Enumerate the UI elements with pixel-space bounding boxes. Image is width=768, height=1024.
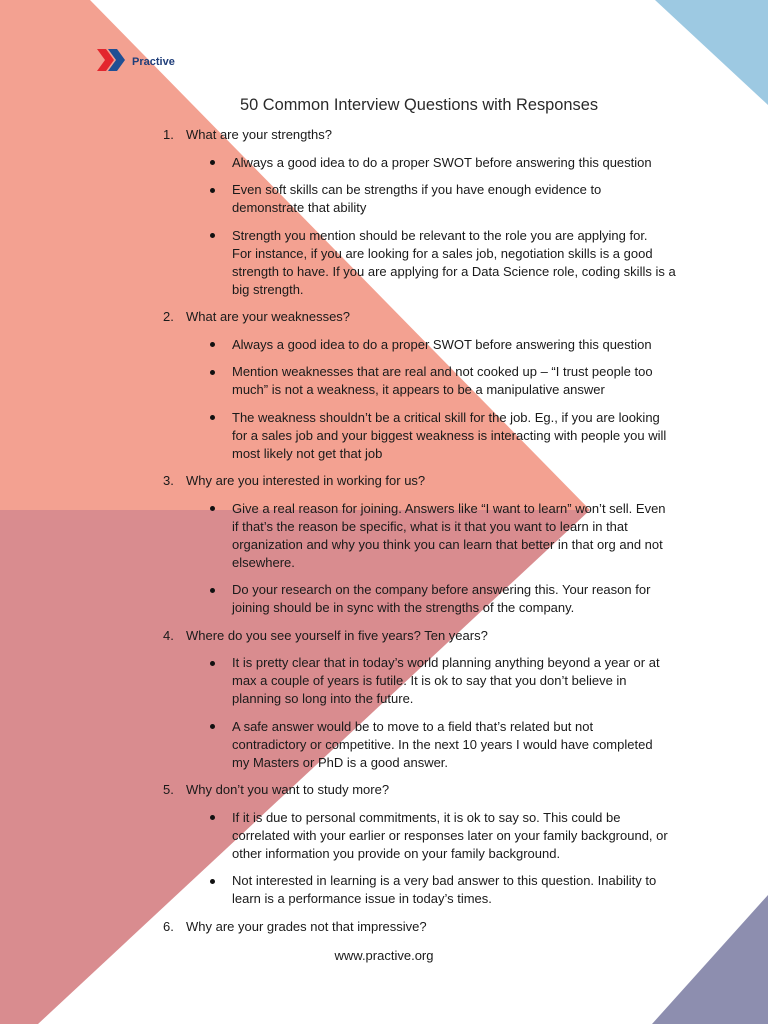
- bullet-marker: [210, 661, 215, 666]
- bullet-marker: [210, 815, 215, 820]
- answer-bullet: [0, 154, 768, 172]
- bullet-marker: [210, 879, 215, 884]
- question-2: [0, 308, 768, 326]
- bullet-text: A safe answer would be to move to a field that’s related but not contradictory or competitive. In the next 10 years I would have completed my Masters or PhD is a good answer.: [232, 718, 653, 770]
- bullet-marker: [210, 342, 215, 347]
- bullet-text: Always a good idea to do a proper SWOT before answering this question: [232, 336, 652, 352]
- question-text: Why are your grades not that impressive?: [186, 918, 427, 934]
- question-list: [0, 126, 768, 945]
- bullet-text: Do your research on the company before answering this. Your reason for joining should be in sync with the strengths of the company.: [232, 582, 651, 615]
- bullet-marker: [210, 506, 215, 511]
- bullet-text: Even soft skills can be strengths if you have enough evidence to demonstrate that ability: [232, 182, 602, 215]
- logo-wordmark: Practive: [132, 56, 175, 68]
- bullet-text: The weakness shouldn’t be a critical skill for the job. Eg., if you are looking for a sales job and your biggest weakness is interacting with people you will most likely not get that job: [232, 409, 667, 461]
- bullet-marker: [210, 415, 215, 420]
- question-text: Why don’t you want to study more?: [186, 782, 390, 797]
- answer-bullet: [0, 809, 768, 863]
- question-1: [0, 126, 768, 144]
- document-title: 50 Common Interview Questions with Responses: [240, 96, 599, 114]
- answer-bullet: [0, 718, 768, 772]
- answer-bullet: [0, 872, 768, 908]
- question-text: Why are you interested in working for us?: [186, 473, 426, 488]
- bullet-text: Always a good idea to do a proper SWOT before answering this question: [232, 154, 652, 170]
- practive-double-chevron-icon: [97, 47, 127, 73]
- bullet-text: Not interested in learning is a very bad answer to this question. Inability to learn is a performance issue in today’s times.: [232, 873, 657, 906]
- question-5: [0, 781, 768, 799]
- question-number: 2.: [163, 309, 174, 324]
- bullet-marker: [210, 160, 215, 165]
- question-number: 3.: [163, 473, 174, 488]
- question-text: Where do you see yourself in five years? Ten years?: [186, 627, 488, 643]
- answer-bullet: [0, 500, 768, 572]
- answer-bullet: [0, 181, 768, 217]
- blue-corner-triangle: [655, 0, 768, 105]
- question-3: [0, 472, 768, 490]
- footer-website: www.practive.org: [334, 948, 434, 963]
- question-number: 5.: [163, 782, 174, 797]
- bullet-marker: [210, 588, 215, 593]
- bullet-text: Mention weaknesses that are real and not cooked up – “I trust people too much” is not a weakness, it appears to be a manipulative answer: [232, 364, 653, 397]
- bullet-text: It is pretty clear that in today’s world planning anything beyond a year or at max a couple of years is futile. It is ok to say that you don’t believe in planning so long into the future.: [232, 655, 660, 706]
- question-text: What are your weaknesses?: [186, 309, 351, 324]
- answer-bullet: [0, 654, 768, 708]
- bullet-text: If it is due to personal commitments, it is ok to say so. This could be correlated with your earlier or responses later on your family background, or other information you provide on your family background.: [232, 809, 668, 861]
- question-number: 1.: [163, 127, 174, 142]
- answer-bullet: [0, 363, 768, 399]
- bullet-marker: [210, 233, 215, 238]
- answer-bullet: [0, 581, 768, 617]
- bullet-marker: [210, 724, 215, 729]
- answer-bullet: [0, 409, 768, 463]
- question-text: What are your strengths?: [186, 127, 332, 142]
- answer-bullet: [0, 227, 768, 299]
- question-4: [0, 627, 768, 645]
- bullet-marker: [210, 188, 215, 193]
- bullet-text: Strength you mention should be relevant to the role you are applying for. For instance, if you are looking for a sales job, negotiation skills is a good strength to have. If you are applying for a Data Science role, coding skills is a big strength.: [232, 227, 676, 297]
- bullet-marker: [210, 370, 215, 375]
- question-number: 6.: [163, 918, 174, 934]
- answer-bullet: [0, 336, 768, 354]
- question-number: 4.: [163, 627, 174, 643]
- bullet-text: Give a real reason for joining. Answers like “I want to learn” won’t sell. Even if that’s the reason be specific, what is it that you want to learn in that organization and why you think you can learn that better in that org and not elsewhere.: [232, 500, 666, 570]
- practive-logo: [97, 47, 187, 73]
- question-6: [0, 918, 768, 936]
